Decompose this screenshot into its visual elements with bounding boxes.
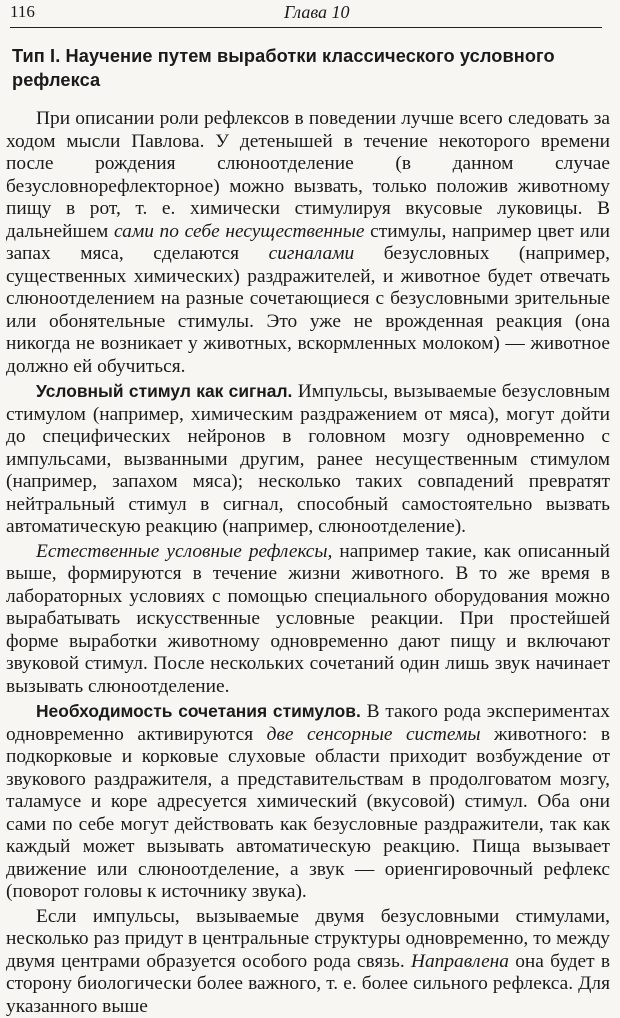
italic-text: сигналами: [269, 243, 355, 264]
body-text: [6, 108, 610, 1018]
paragraph-lead-in: Необходимость сочетания стимулов.: [36, 701, 361, 721]
chapter-title: Глава 10: [284, 2, 350, 23]
paragraph: [6, 380, 610, 539]
page-number: 116: [10, 2, 35, 22]
italic-text: Направлена: [411, 951, 509, 972]
text-run: Если импульсы, вызываемые двумя безусловными стимулами, несколько раз придут в центральные структуры одновременно, то между двумя центрами образуется особого рода связь.: [6, 906, 610, 972]
paragraph: [6, 108, 610, 378]
running-header: [6, 0, 610, 30]
paragraph: [6, 906, 610, 1018]
header-rule: [10, 27, 602, 28]
italic-text: Естественные условные рефлексы,: [36, 541, 332, 562]
paragraph-lead-in: Условный стимул как сигнал.: [36, 381, 292, 401]
paragraph: [6, 541, 610, 699]
paragraph: [6, 700, 610, 904]
text-run: безусловных (например, существенных химических) раздражителей, и животное будет отвечать слюноотделением на разные сочетающиеся с безусловными зрительные или обонятельные стимулы. Это уже не врожденная реакция (она никогда не возникает у животных, вскормленных молоком) — животное должно ей обучиться.: [6, 243, 610, 377]
text-run: В такого рода экспериментах одновременно активируются: [6, 701, 610, 745]
italic-text: две сенсорные системы: [267, 724, 481, 745]
italic-text: сами по себе несущественные: [114, 221, 364, 242]
text-run: животного: в подкорковые и корковые слуховые области приходит возбуждение от звукового раздражителя, а представительствам в продолговатом мозгу, таламусе и коре адресуется химический (вкусовой) стимул. Оба они сами по себе могут действовать как безусловные раздражители, так как каждый может вызывать автоматическую реакцию. Пища вызывает движение или слюноотделение, а звук — ориенгировочный рефлекс (поворот головы к источнику звука).: [6, 724, 610, 903]
text-run: она будет в сторону биологически более важного, т. е. более сильного рефлекса. Для указанного выше: [6, 951, 610, 1017]
text-run: При описании роли рефлексов в поведении лучше всего следовать за ходом мысли Павлова. У детенышей в течение некоторого времени после рождения слюноотделение (в данном случае безусловнорефлекторное) можно вызвать, только положив животному пищу в рот, т. е. химически стимулируя вкусовые луковицы. В дальнейшем: [6, 108, 610, 242]
text-run: стимулы, например цвет или запах мяса, сделаются: [6, 221, 610, 265]
text-run: например такие, как описанный выше, формируются в течение жизни животного. В то же время в лабораторных условиях с помощью специального оборудования можно вырабатывать искусственные условные реакции. При простейшей форме выработки животному одновременно дают пищу и включают звуковой стимул. После нескольких сочетаний один лишь звук начинает вызывать слюноотделение.: [6, 541, 610, 697]
section-title: Тип I. Научение путем выработки классического условного рефлекса: [12, 44, 610, 92]
text-run: Импульсы, вызываемые безусловным стимулом (например, химическим раздражением от мяса), могут дойти до специфических нейронов в головном мозгу одновременно с импульсами, вызванными другим, ранее несущественным стимулом (например, запахом мяса); несколько таких совпадений превратят нейтральный стимул в сигнал, способный самостоятельно вызвать автоматическую реакцию (например, слюноотделение).: [6, 381, 610, 537]
